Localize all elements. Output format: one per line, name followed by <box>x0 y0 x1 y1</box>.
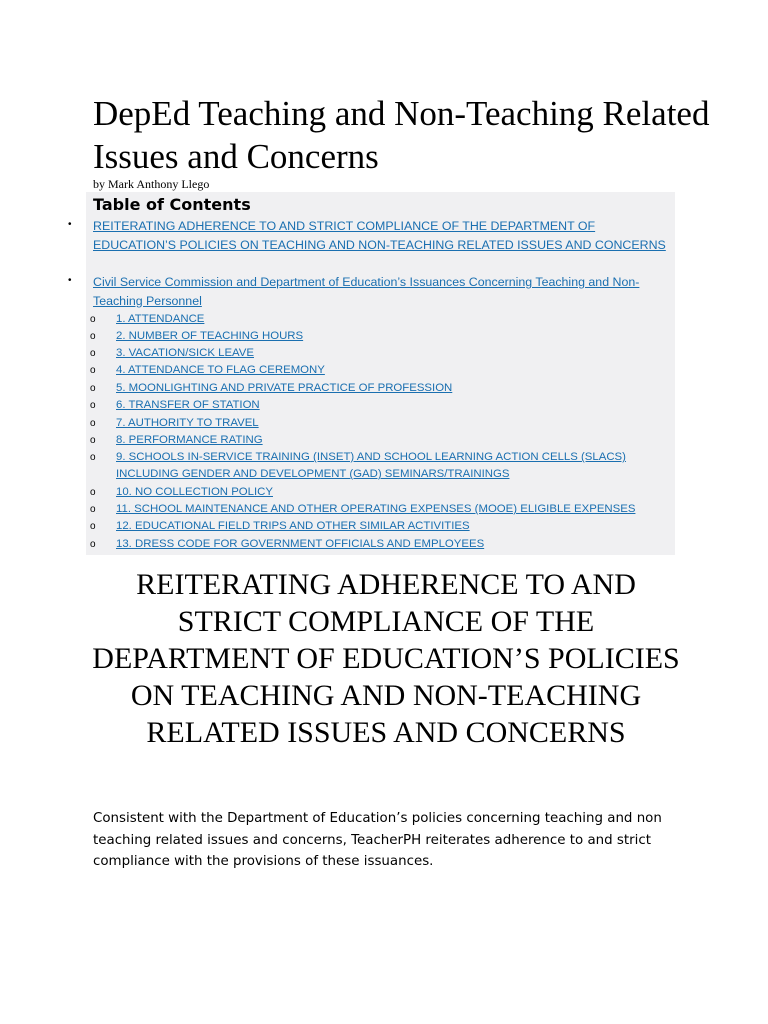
circle-bullet-icon: o <box>90 418 96 429</box>
toc-link-inset-slacs[interactable]: 9. SCHOOLS IN-SERVICE TRAINING (INSET) AND SCHOOL LEARNING ACTION CELLS (SLACS) INCLUDING GENDER AND DEVELOPMENT (GAD) SEMINARS/TRAININGS <box>116 451 626 480</box>
circle-bullet-icon: o <box>90 521 96 532</box>
toc-link-csc-deped-issuances[interactable]: Civil Service Commission and Department of Education’s Issuances Concerning Teaching and Non-Teaching Personnel <box>93 275 640 308</box>
circle-bullet-icon: o <box>90 487 96 498</box>
bullet-icon: • <box>68 219 72 230</box>
toc-link-flag-ceremony[interactable]: 4. ATTENDANCE TO FLAG CEREMONY <box>116 364 325 376</box>
toc-link-field-trips[interactable]: 12. EDUCATIONAL FIELD TRIPS AND OTHER SIMILAR ACTIVITIES <box>116 520 470 532</box>
toc-link-vacation-sick-leave[interactable]: 3. VACATION/SICK LEAVE <box>116 347 254 359</box>
toc-link-dress-code[interactable]: 13. DRESS CODE FOR GOVERNMENT OFFICIALS AND EMPLOYEES <box>116 538 485 550</box>
circle-bullet-icon: o <box>90 348 96 359</box>
table-of-contents <box>68 192 675 555</box>
toc-link-teaching-hours[interactable]: 2. NUMBER OF TEACHING HOURS <box>116 330 304 342</box>
body-paragraph: Consistent with the Department of Education’s policies concerning teaching and non teaching related issues and concerns, TeacherPH reiterates adherence to and strict compliance with the provisions of these issuances. <box>93 811 662 869</box>
toc-heading: Table of Contents <box>93 195 251 214</box>
toc-link-authority-to-travel[interactable]: 7. AUTHORITY TO TRAVEL <box>116 417 259 429</box>
circle-bullet-icon: o <box>90 331 96 342</box>
toc-link-no-collection-policy[interactable]: 10. NO COLLECTION POLICY <box>116 486 273 498</box>
toc-link-moonlighting[interactable]: 5. MOONLIGHTING AND PRIVATE PRACTICE OF PROFESSION <box>116 382 453 394</box>
article-byline: by Mark Anthony Llego <box>93 177 210 191</box>
toc-link-performance-rating[interactable]: 8. PERFORMANCE RATING <box>116 434 263 446</box>
circle-bullet-icon: o <box>90 539 96 550</box>
toc-link-attendance[interactable]: 1. ATTENDANCE <box>116 313 205 325</box>
circle-bullet-icon: o <box>90 435 96 446</box>
article-title: DepEd Teaching and Non-Teaching Related Issues and Concerns <box>93 94 710 176</box>
toc-link-transfer-of-station[interactable]: 6. TRANSFER OF STATION <box>116 399 260 411</box>
bullet-icon: • <box>68 275 72 286</box>
circle-bullet-icon: o <box>90 452 96 463</box>
circle-bullet-icon: o <box>90 383 96 394</box>
circle-bullet-icon: o <box>90 400 96 411</box>
section-heading: REITERATING ADHERENCE TO AND STRICT COMPLIANCE OF THE DEPARTMENT OF EDUCATION’S POLICIES ON TEACHING AND NON-TEACHING RELATED ISSUES AND CONCERNS <box>92 568 680 749</box>
circle-bullet-icon: o <box>90 504 96 515</box>
circle-bullet-icon: o <box>90 365 96 376</box>
circle-bullet-icon: o <box>90 314 96 325</box>
toc-link-mooe-expenses[interactable]: 11. SCHOOL MAINTENANCE AND OTHER OPERATING EXPENSES (MOOE) ELIGIBLE EXPENSES <box>116 503 636 515</box>
toc-link-reiterating-adherence[interactable]: REITERATING ADHERENCE TO AND STRICT COMPLIANCE OF THE DEPARTMENT OF EDUCATION’S POLICIES ON TEACHING AND NON-TEACHING RELATED ISSUES AND CONCERNS <box>93 219 666 252</box>
